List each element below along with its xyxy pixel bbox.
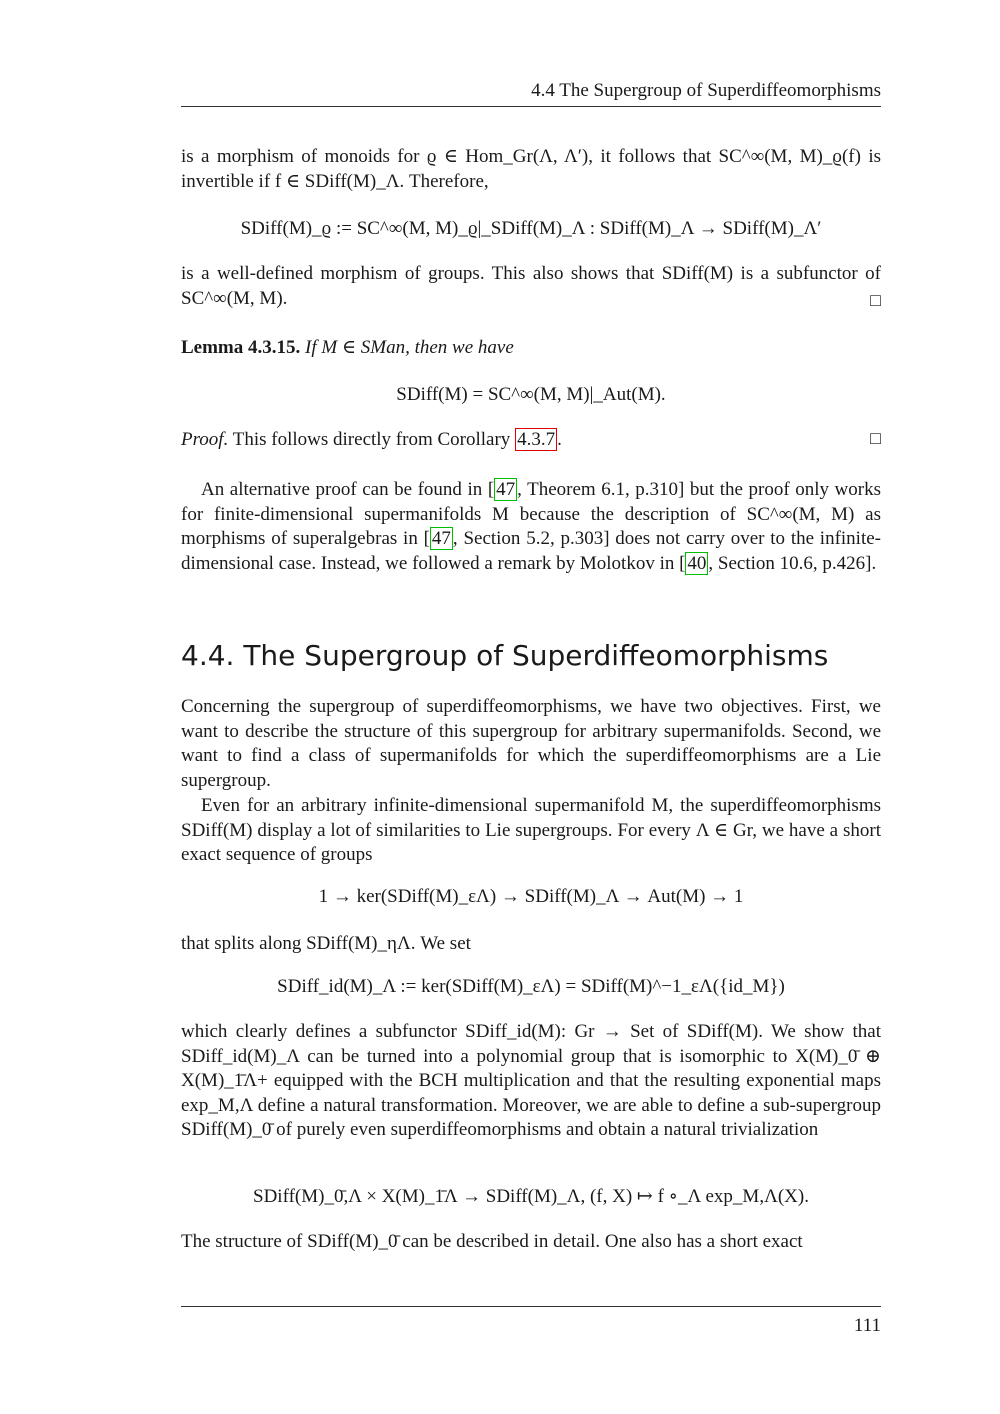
section-title: 4.4. The Supergroup of Superdiffeomorphisms bbox=[181, 639, 829, 672]
paragraph-6: that splits along SDiff(M)_ηΛ. We set bbox=[181, 933, 471, 954]
footer-rule bbox=[181, 1306, 881, 1307]
paragraph-4: Concerning the supergroup of superdiffeomorphisms, we have two objectives. First, we want to describe the structure of this supergroup for arbitrary supermanifolds. Second, we want to find a class of supermanifolds for which the superdiffeomorphisms are a Lie supergroup. bbox=[181, 696, 881, 791]
equation-sdiff-id: SDiff_id(M)_Λ := ker(SDiff(M)_εΛ) = SDiff(M)^−1_εΛ({id_M}) bbox=[277, 976, 785, 997]
para3-part-c: , Section 5.2, p.303] does not carry over to the infinite-dimensional case. Instead, we followed a remark by Molotkov in [ bbox=[181, 528, 881, 574]
proof-label: Proof. bbox=[181, 429, 229, 450]
running-header: 4.4 The Supergroup of Superdiffeomorphisms bbox=[181, 80, 881, 107]
paragraph-7: which clearly defines a subfunctor SDiff_id(M): Gr → Set of SDiff(M). We show that SDiff_id(M)_Λ can be turned into a polynomial group that is isomorphic to X(M)_0̄ ⊕ X(M)_1̄Λ+ equipped with the BCH multiplication and that the resulting exponential maps exp_M,Λ define a natural transformation. Moreover, we are able to define a sub-supergroup SDiff(M)_0̄ of purely even superdiffeomorphisms and obtain a natural trivialization bbox=[181, 1021, 881, 1140]
paragraph-3: An alternative proof can be found in [ 47 , Theorem 6.1, p.310] but the proof only works for finite-dimensional supermanifolds M because the description of SC^∞(M, M) as morphisms of superalgebras in [ 47 , Section 5.2, p.303] does not carry over to the infinite-dimensional case. Instead, we followed a remark by Molotkov in [ 40 , Section 10.6, p.426]. bbox=[181, 479, 881, 574]
equation-lemma: SDiff(M) = SC^∞(M, M)|_Aut(M). bbox=[396, 384, 666, 405]
lemma-statement: If M ∈ SMan, then we have bbox=[305, 337, 514, 358]
qed-symbol: □ bbox=[870, 290, 881, 310]
citation-47-link[interactable]: 47 bbox=[496, 479, 516, 500]
para3-part-a: An alternative proof can be found in bbox=[201, 479, 483, 500]
proof: Proof. This follows directly from Corollary 4.3.7 . bbox=[181, 429, 562, 450]
lemma-4-3-15 bbox=[181, 336, 881, 361]
paragraph-2: is a well-defined morphism of groups. This also shows that SDiff(M) is a subfunctor of SC^∞(M, M). bbox=[181, 263, 881, 309]
paper-page bbox=[181, 0, 881, 1414]
citation-40-link[interactable]: 40 bbox=[687, 552, 707, 574]
para3-part-d: , Section 10.6, p.426]. bbox=[708, 552, 877, 574]
para5-text: Even for an arbitrary infinite-dimensional supermanifold M, the superdiffeomorphisms SDiff(M) display a lot of similarities to Lie supergroups. For every Λ ∈ Gr, we have a short exact sequence of groups bbox=[181, 795, 881, 865]
corollary-link[interactable]: 4.3.7 bbox=[517, 429, 556, 450]
paragraph-5 bbox=[181, 794, 881, 868]
para3-part-b: , Theorem 6.1, p.310] but the proof only works for finite-dimensional supermanifolds M because the description of SC^∞(M, M) as morphisms of superalgebras in [ bbox=[181, 479, 881, 549]
equation-exact-sequence: 1 → ker(SDiff(M)_εΛ) → SDiff(M)_Λ → Aut(M) → 1 bbox=[318, 886, 744, 907]
paragraph-1: is a morphism of monoids for ϱ ∈ Hom_Gr(Λ, Λ′), it follows that SC^∞(M, M)_ϱ(f) is invertible if f ∈ SDiff(M)_Λ. Therefore, bbox=[181, 146, 881, 192]
equation-trivialization: SDiff(M)_0̄,Λ × X(M)_1̄Λ → SDiff(M)_Λ, (f, X) ↦ f ∘_Λ exp_M,Λ(X). bbox=[253, 1186, 809, 1207]
equation-sdiff-rho: SDiff(M)_ϱ := SC^∞(M, M)_ϱ|_SDiff(M)_Λ : SDiff(M)_Λ → SDiff(M)_Λ′ bbox=[240, 218, 822, 239]
page-number: 111 bbox=[853, 1315, 881, 1336]
citation-47-link-2[interactable]: 47 bbox=[431, 528, 451, 549]
paragraph-8: The structure of SDiff(M)_0̄ can be described in detail. One also has a short exact bbox=[181, 1231, 803, 1252]
proof-text: This follows directly from Corollary bbox=[232, 429, 511, 450]
qed-symbol-proof: □ bbox=[870, 428, 881, 448]
lemma-label: Lemma 4.3.15. bbox=[181, 337, 301, 358]
